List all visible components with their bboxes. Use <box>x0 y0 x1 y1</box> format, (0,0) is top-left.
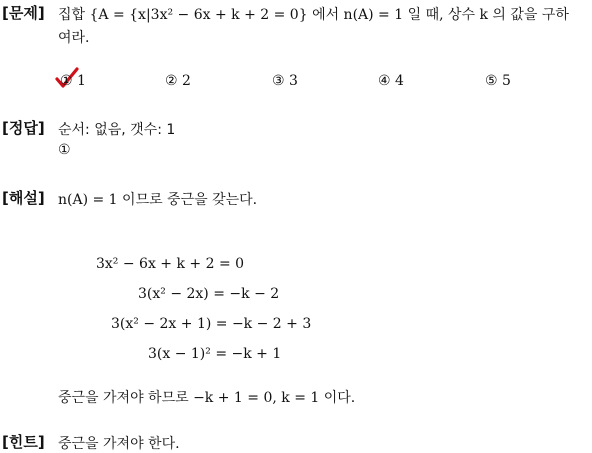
equation-1: 3x² − 6x + k + 2 = 0 <box>96 256 245 272</box>
equation-2: 3(x² − 2x) = −k − 2 <box>138 286 280 302</box>
choice-2-number: ② <box>165 73 178 89</box>
hint-text: 중근을 가져야 한다. <box>58 436 180 452</box>
equation-3: 3(x² − 2x + 1) = −k − 2 + 3 <box>111 316 312 332</box>
choice-4-value: 4 <box>395 73 404 89</box>
problem-tag: [문제] <box>2 4 45 22</box>
explanation-conclusion: 중근을 가져야 하므로 −k + 1 = 0, k = 1 이다. <box>58 390 356 406</box>
answer-line-1: 순서: 없음, 갯수: 1 <box>58 122 176 138</box>
equation-4: 3(x − 1)² = −k + 1 <box>148 346 282 362</box>
problem-line-1: 집합 {A = {x|3x² − 6x + k + 2 = 0} 에서 n(A) = 1 일 때, 상수 k 의 값을 구하 <box>58 7 569 23</box>
choice-3-value: 3 <box>289 73 298 89</box>
choice-2-value: 2 <box>182 73 191 89</box>
choice-4-number: ④ <box>378 73 391 89</box>
answer-tag: [정답] <box>2 119 45 137</box>
explanation-intro: n(A) = 1 이므로 중근을 갖는다. <box>58 192 258 208</box>
choice-1-number: ① <box>60 73 73 89</box>
choice-2[interactable] <box>165 73 191 89</box>
problem-line-2: 여라. <box>58 30 90 46</box>
choice-3[interactable] <box>272 73 298 89</box>
choice-4[interactable] <box>378 73 404 89</box>
choice-1[interactable] <box>60 73 86 89</box>
choice-1-value: 1 <box>77 73 86 89</box>
choice-5-number: ⑤ <box>485 73 498 89</box>
explanation-tag: [해설] <box>2 189 45 207</box>
choice-5[interactable] <box>485 73 511 89</box>
hint-tag: [힌트] <box>2 433 45 451</box>
answer-line-2: ① <box>58 142 71 158</box>
choice-3-number: ③ <box>272 73 285 89</box>
choice-5-value: 5 <box>502 73 511 89</box>
